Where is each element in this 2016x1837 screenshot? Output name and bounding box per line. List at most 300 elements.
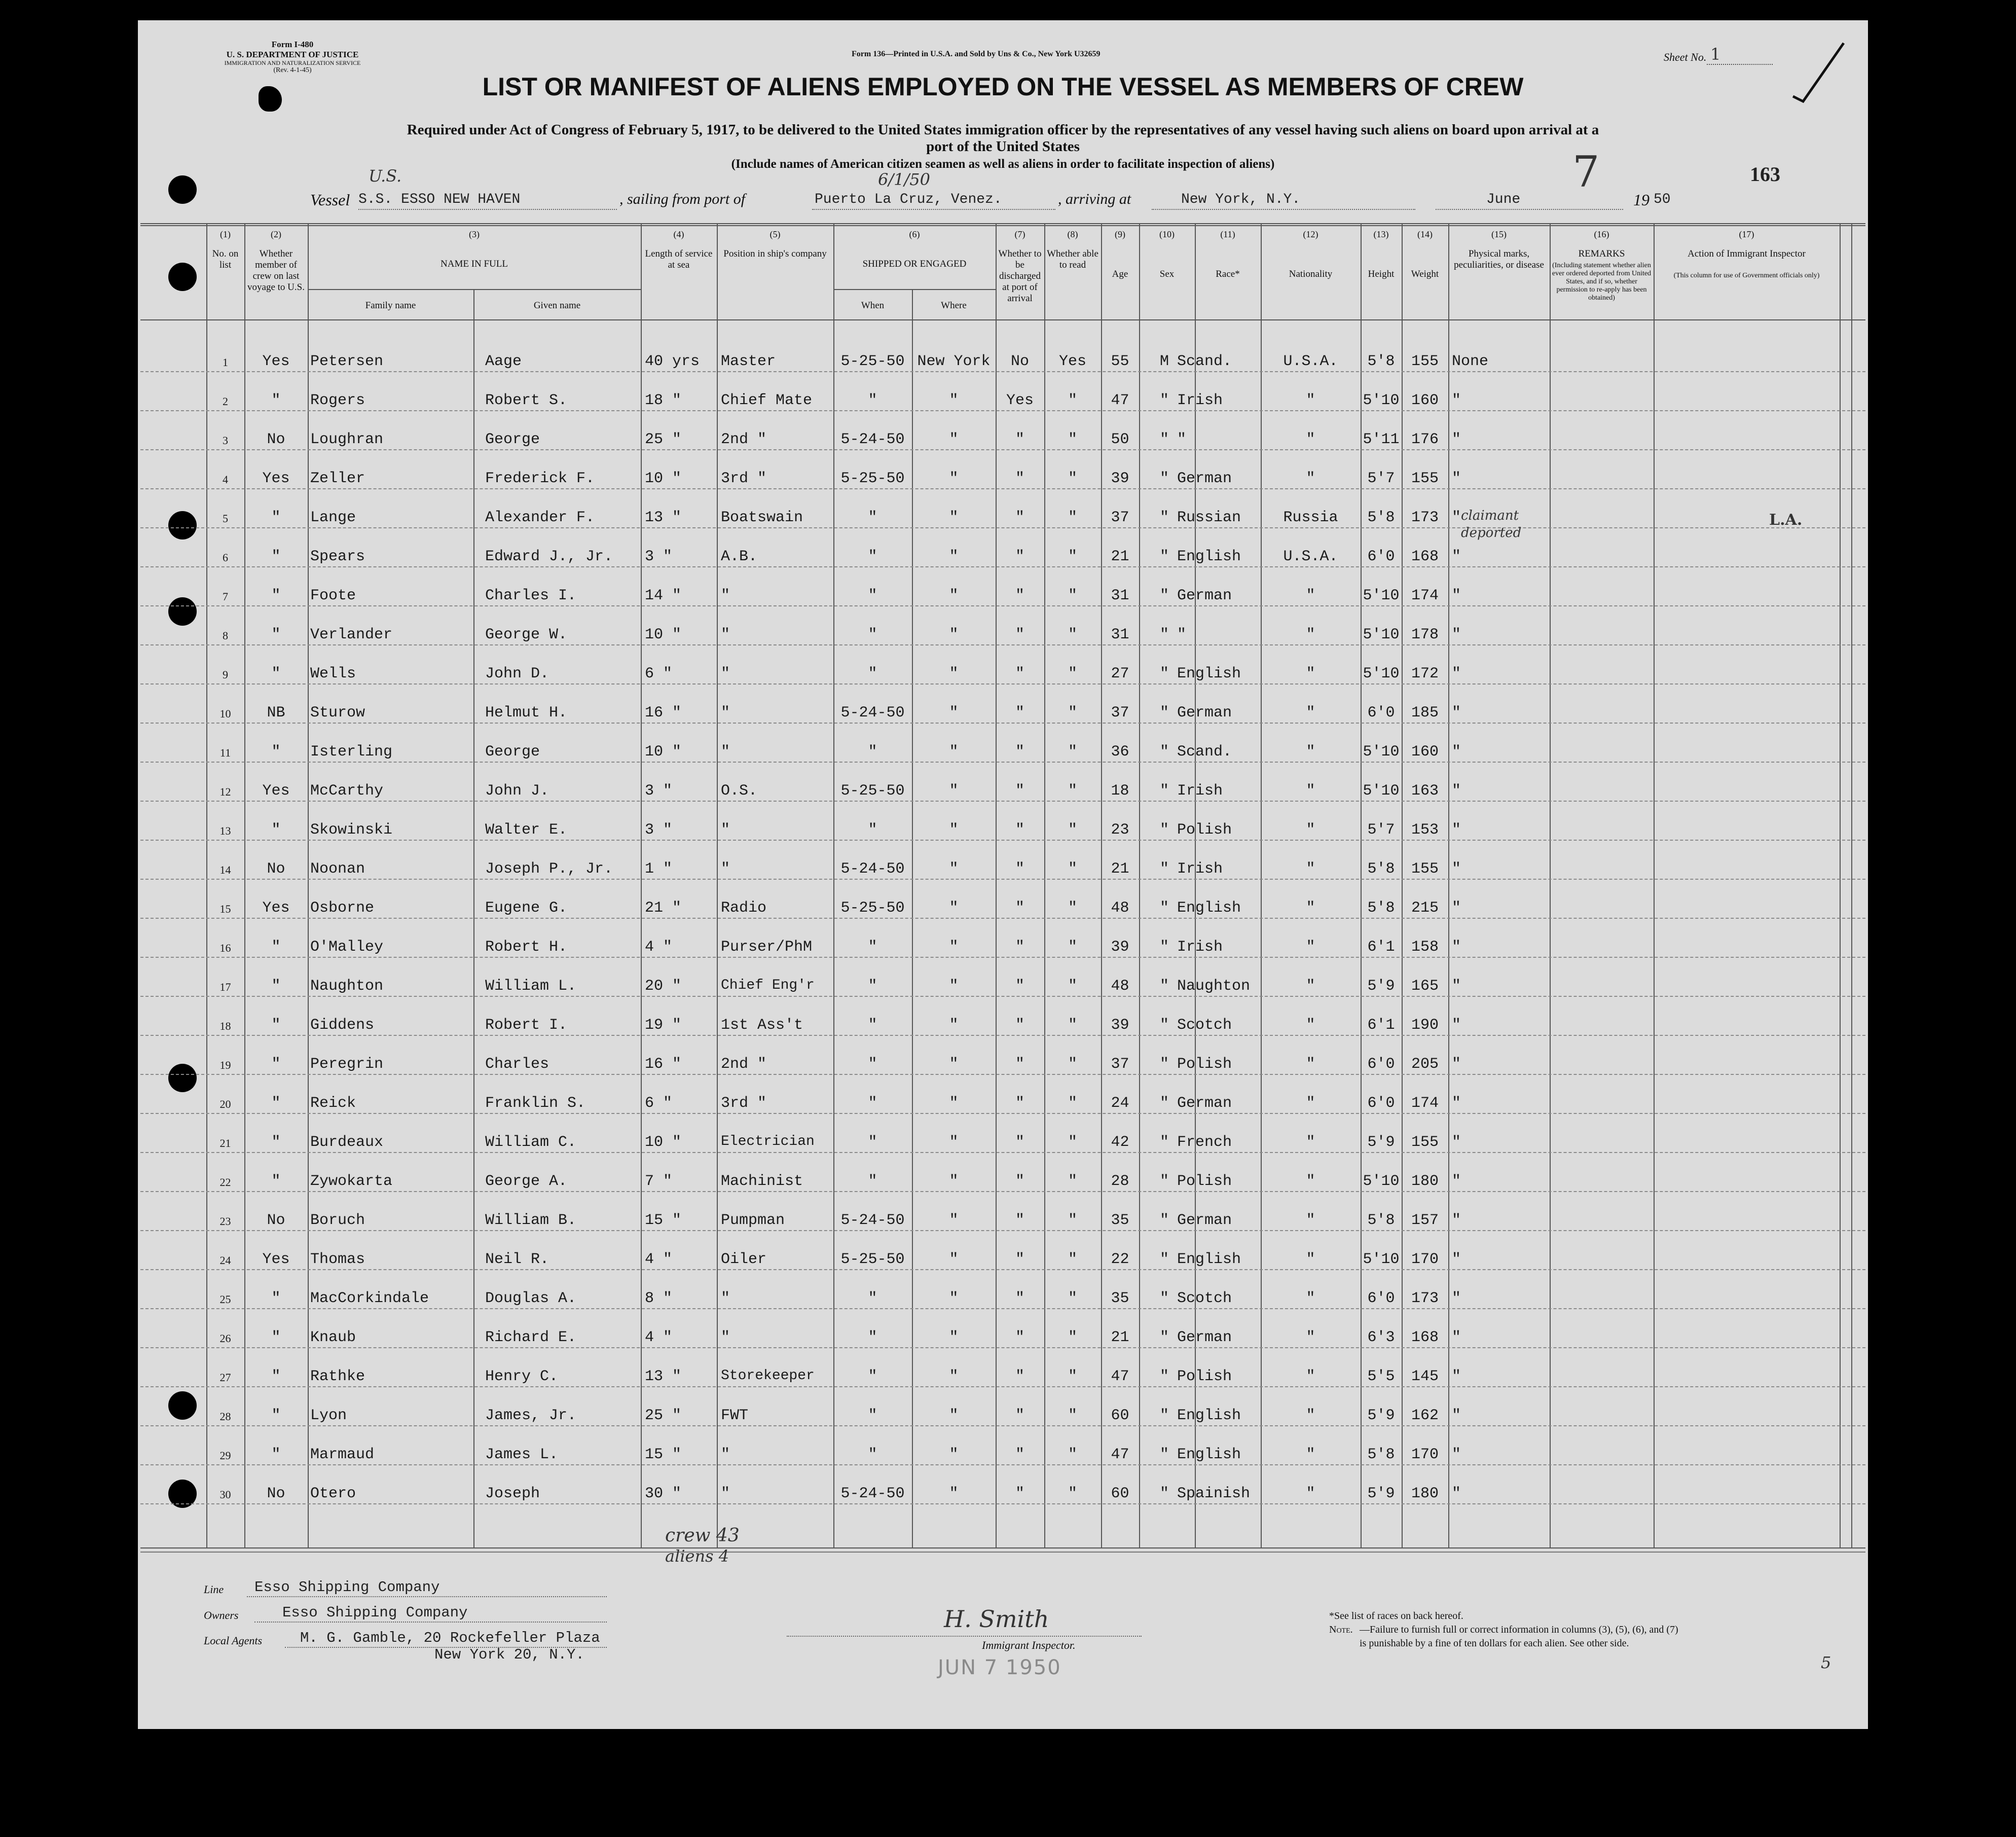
cell-family: McCarthy bbox=[310, 782, 384, 800]
column-rule bbox=[1448, 223, 1449, 1547]
cell-race: Irish bbox=[1177, 939, 1223, 956]
cell-sex: " bbox=[1159, 939, 1169, 956]
arrival-month: June bbox=[1486, 192, 1521, 207]
column-header-note: (Including statement whether alien ever ordered deported from United States, and if so, whether permission to re-apply has been obtained) bbox=[1552, 262, 1652, 302]
column-rule bbox=[1101, 223, 1102, 1547]
row-rule bbox=[140, 410, 1865, 411]
cell-nationality: " bbox=[1306, 1056, 1315, 1073]
row-rule bbox=[140, 527, 1865, 528]
cell-read: " bbox=[1068, 1485, 1077, 1502]
cell-position: 3rd " bbox=[721, 470, 767, 487]
cell-given: Henry C. bbox=[485, 1368, 559, 1385]
remark-claimant-deported: claimant deported bbox=[1461, 508, 1522, 541]
cell-where: " bbox=[949, 1212, 959, 1229]
table-top-rule bbox=[140, 225, 1865, 226]
cell-discharged: " bbox=[1015, 470, 1024, 487]
cell-nationality: " bbox=[1306, 1173, 1315, 1190]
column-header-label: Action of Immigrant Inspector bbox=[1688, 248, 1806, 259]
cell-no: 5 bbox=[223, 512, 228, 525]
cell-age: 36 bbox=[1111, 743, 1129, 761]
cell-given: Franklin S. bbox=[485, 1095, 586, 1112]
cell-sex: " bbox=[1159, 1368, 1169, 1385]
column-number: (16) bbox=[1594, 229, 1609, 239]
cell-weight: 158 bbox=[1411, 939, 1439, 956]
date-annotation: 6/1/50 bbox=[878, 170, 930, 189]
cell-sex: " bbox=[1159, 1485, 1169, 1502]
note-text-line2: is punishable by a fine of ten dollars for each alien. See other side. bbox=[1360, 1638, 1629, 1649]
cell-service: 18 " bbox=[645, 392, 682, 409]
cell-given: Aage bbox=[485, 353, 522, 370]
cell-member: " bbox=[271, 743, 281, 761]
cell-given: William B. bbox=[485, 1212, 577, 1229]
cell-sex: " bbox=[1159, 665, 1169, 682]
cell-position: " bbox=[721, 1485, 730, 1502]
cell-height: 6'0 bbox=[1367, 1095, 1395, 1112]
cell-race: English bbox=[1177, 899, 1241, 917]
column-header-label: REMARKS bbox=[1578, 248, 1625, 259]
cell-marks: " bbox=[1452, 509, 1461, 526]
column-rule bbox=[206, 223, 207, 1547]
cell-read: " bbox=[1068, 470, 1077, 487]
cell-discharged: " bbox=[1015, 1212, 1024, 1229]
cell-member: " bbox=[271, 821, 281, 839]
column-number: (9) bbox=[1115, 229, 1125, 239]
column-rule bbox=[1851, 223, 1852, 1547]
cell-service: 6 " bbox=[645, 665, 673, 682]
cell-height: 5'10 bbox=[1363, 1173, 1400, 1190]
column-header-label: Nationality bbox=[1289, 269, 1333, 279]
column-number: (12) bbox=[1303, 229, 1318, 239]
cell-read: " bbox=[1068, 1017, 1077, 1034]
cell-when: " bbox=[868, 1095, 877, 1112]
cell-age: 24 bbox=[1111, 1095, 1129, 1112]
column-number: (7) bbox=[1014, 229, 1025, 239]
cell-member: " bbox=[271, 1173, 281, 1190]
cell-weight: 180 bbox=[1411, 1173, 1439, 1190]
cell-height: 5'9 bbox=[1367, 1134, 1395, 1151]
cell-age: 37 bbox=[1111, 509, 1129, 526]
cell-family: Isterling bbox=[310, 743, 393, 761]
column-header-label: Weight bbox=[1411, 269, 1439, 279]
row-rule bbox=[140, 1503, 1865, 1504]
cell-read: " bbox=[1068, 665, 1077, 682]
cell-sex: " bbox=[1159, 548, 1169, 565]
cell-when: 5-25-50 bbox=[840, 353, 905, 370]
row-rule bbox=[140, 1386, 1865, 1387]
cell-marks: " bbox=[1452, 743, 1461, 761]
cell-nationality: " bbox=[1306, 1446, 1315, 1463]
cell-given: Robert S. bbox=[485, 392, 568, 409]
cell-nationality: " bbox=[1306, 470, 1315, 487]
cell-family: Zywokarta bbox=[310, 1173, 393, 1190]
cell-where: " bbox=[949, 626, 959, 643]
cell-discharged: " bbox=[1015, 548, 1024, 565]
column-header-label: NAME IN FULL bbox=[441, 259, 508, 269]
column-rule bbox=[1402, 223, 1403, 1547]
cell-sex: " bbox=[1159, 704, 1169, 722]
cell-age: 27 bbox=[1111, 665, 1129, 682]
cell-where: " bbox=[949, 821, 959, 839]
cell-race: Polish bbox=[1177, 821, 1232, 839]
cell-given: Frederick F. bbox=[485, 470, 595, 487]
column-header-label: Sex bbox=[1159, 269, 1175, 279]
cell-discharged: " bbox=[1015, 1134, 1024, 1151]
cell-member: No bbox=[267, 860, 285, 878]
cell-sex: " bbox=[1159, 626, 1169, 643]
cell-given: George A. bbox=[485, 1173, 568, 1190]
cell-when: " bbox=[868, 743, 877, 761]
cell-no: 9 bbox=[223, 668, 228, 681]
note-races: *See list of races on back hereof. bbox=[1329, 1610, 1463, 1622]
cell-given: John D. bbox=[485, 665, 549, 682]
cell-no: 14 bbox=[219, 863, 231, 876]
cell-age: 39 bbox=[1111, 470, 1129, 487]
cell-sex: " bbox=[1159, 470, 1169, 487]
cell-marks: " bbox=[1452, 821, 1461, 839]
cell-read: " bbox=[1068, 1290, 1077, 1307]
cell-weight: 155 bbox=[1411, 860, 1439, 878]
cell-age: 35 bbox=[1111, 1212, 1129, 1229]
cell-where: " bbox=[949, 470, 959, 487]
cell-weight: 176 bbox=[1411, 431, 1439, 448]
cell-age: 22 bbox=[1111, 1251, 1129, 1268]
cell-where: " bbox=[949, 1056, 959, 1073]
row-rule bbox=[140, 879, 1865, 880]
cell-position: " bbox=[721, 626, 730, 643]
cell-position: Radio bbox=[721, 899, 767, 917]
cell-service: 21 " bbox=[645, 899, 682, 917]
cell-service: 4 " bbox=[645, 939, 673, 956]
cell-nationality: " bbox=[1306, 1407, 1315, 1424]
cell-marks: " bbox=[1452, 1056, 1461, 1073]
cell-race: English bbox=[1177, 1446, 1241, 1463]
cell-weight: 174 bbox=[1411, 587, 1439, 604]
subtitle-note: (Include names of American citizen seamen as well as aliens in order to facilitate inspection of aliens) bbox=[731, 157, 1275, 171]
cell-sex: " bbox=[1159, 509, 1169, 526]
column-header-label: Age bbox=[1112, 269, 1128, 279]
cell-race: Scotch bbox=[1177, 1290, 1232, 1307]
cell-where: " bbox=[949, 392, 959, 409]
cell-age: 47 bbox=[1111, 1446, 1129, 1463]
cell-discharged: " bbox=[1015, 821, 1024, 839]
cell-no: 7 bbox=[223, 590, 228, 603]
column-rule bbox=[1044, 223, 1045, 1547]
cell-age: 23 bbox=[1111, 821, 1129, 839]
cell-discharged: " bbox=[1015, 1329, 1024, 1346]
cell-read: " bbox=[1068, 1056, 1077, 1073]
cell-weight: 173 bbox=[1411, 1290, 1439, 1307]
cell-service: 6 " bbox=[645, 1095, 673, 1112]
row-rule bbox=[140, 1308, 1865, 1309]
cell-read: " bbox=[1068, 392, 1077, 409]
row-rule bbox=[140, 605, 1865, 606]
cell-when: " bbox=[868, 587, 877, 604]
cell-no: 1 bbox=[223, 356, 228, 369]
cell-member: " bbox=[271, 1290, 281, 1307]
cell-read: " bbox=[1068, 1251, 1077, 1268]
cell-age: 21 bbox=[1111, 860, 1129, 878]
cell-when: 5-24-50 bbox=[840, 860, 905, 878]
cell-weight: 172 bbox=[1411, 665, 1439, 682]
cell-given: William C. bbox=[485, 1134, 577, 1151]
manifest-sheet bbox=[138, 20, 1868, 1729]
column-header-label: Height bbox=[1368, 269, 1395, 279]
cell-where: " bbox=[949, 978, 959, 995]
cell-where: " bbox=[949, 704, 959, 722]
cell-where: " bbox=[949, 665, 959, 682]
column-number: (10) bbox=[1159, 229, 1175, 239]
cell-when: " bbox=[868, 821, 877, 839]
cell-age: 47 bbox=[1111, 1368, 1129, 1385]
cell-race: English bbox=[1177, 548, 1241, 565]
cell-member: " bbox=[271, 1329, 281, 1346]
cell-race: German bbox=[1177, 1329, 1232, 1346]
row-rule bbox=[140, 723, 1865, 724]
cell-no: 4 bbox=[223, 473, 228, 486]
cell-position: FWT bbox=[721, 1407, 749, 1424]
cell-height: 5'8 bbox=[1367, 353, 1395, 370]
table-bottom-rule bbox=[140, 1552, 1865, 1553]
cell-family: Foote bbox=[310, 587, 356, 604]
column-rule bbox=[1840, 223, 1841, 1547]
cell-sex: " bbox=[1159, 860, 1169, 878]
cell-given: George W. bbox=[485, 626, 568, 643]
cell-family: Osborne bbox=[310, 899, 375, 917]
cell-nationality: " bbox=[1306, 978, 1315, 995]
cell-given: Richard E. bbox=[485, 1329, 577, 1346]
cell-read: " bbox=[1068, 626, 1077, 643]
cell-service: 16 " bbox=[645, 1056, 682, 1073]
cell-discharged: " bbox=[1015, 1290, 1024, 1307]
cell-race: Scand. bbox=[1177, 743, 1232, 761]
cell-discharged: " bbox=[1015, 1173, 1024, 1190]
cell-family: Loughran bbox=[310, 431, 384, 448]
sailing-label: , sailing from port of bbox=[619, 191, 746, 207]
cell-race: Naughton bbox=[1177, 978, 1251, 995]
sheet-number: 1 bbox=[1710, 45, 1721, 64]
cell-read: " bbox=[1068, 1095, 1077, 1112]
cell-height: 5'8 bbox=[1367, 860, 1395, 878]
cell-family: Peregrin bbox=[310, 1056, 384, 1073]
cell-member: Yes bbox=[262, 353, 290, 370]
cell-sex: " bbox=[1159, 1251, 1169, 1268]
cell-race: German bbox=[1177, 587, 1232, 604]
cell-nationality: " bbox=[1306, 1290, 1315, 1307]
cell-member: " bbox=[271, 1368, 281, 1385]
cell-given: John J. bbox=[485, 782, 549, 800]
cell-age: 21 bbox=[1111, 548, 1129, 565]
cell-family: Spears bbox=[310, 548, 365, 565]
cell-family: Lyon bbox=[310, 1407, 347, 1424]
cell-when: 5-24-50 bbox=[840, 1212, 905, 1229]
cell-service: 15 " bbox=[645, 1212, 682, 1229]
cell-weight: 170 bbox=[1411, 1251, 1439, 1268]
cell-nationality: " bbox=[1306, 1329, 1315, 1346]
cell-position: O.S. bbox=[721, 782, 758, 800]
cell-age: 48 bbox=[1111, 978, 1129, 995]
cell-nationality: " bbox=[1306, 743, 1315, 761]
column-subheader-label: Family name bbox=[365, 300, 416, 311]
cell-age: 31 bbox=[1111, 587, 1129, 604]
row-rule bbox=[140, 449, 1865, 450]
table-bottom-rule bbox=[140, 1547, 1865, 1548]
cell-service: 20 " bbox=[645, 978, 682, 995]
cell-read: " bbox=[1068, 704, 1077, 722]
cell-position: Machinist bbox=[721, 1173, 803, 1190]
cell-no: 8 bbox=[223, 629, 228, 642]
cell-where: " bbox=[949, 1095, 959, 1112]
cell-read: " bbox=[1068, 860, 1077, 878]
cell-family: Boruch bbox=[310, 1212, 365, 1229]
cell-marks: " bbox=[1452, 392, 1461, 409]
form-service: IMMIGRATION AND NATURALIZATION SERVICE bbox=[224, 59, 361, 66]
row-rule bbox=[140, 644, 1865, 645]
cell-race: Polish bbox=[1177, 1173, 1232, 1190]
cell-family: MacCorkindale bbox=[310, 1290, 429, 1307]
cell-position: 2nd " bbox=[721, 1056, 767, 1073]
cell-weight: 155 bbox=[1411, 1134, 1439, 1151]
column-header-label: No. on list bbox=[212, 248, 239, 270]
cell-position: Chief Eng'r bbox=[721, 978, 815, 993]
cell-when: 5-25-50 bbox=[840, 470, 905, 487]
cell-position: 1st Ass't bbox=[721, 1017, 803, 1034]
cell-discharged: " bbox=[1015, 1056, 1024, 1073]
cell-sex: " bbox=[1159, 821, 1169, 839]
cell-discharged: " bbox=[1015, 978, 1024, 995]
cell-discharged: No bbox=[1010, 353, 1029, 370]
column-number: (8) bbox=[1067, 229, 1078, 239]
column-subheader-label: When bbox=[861, 300, 885, 311]
cell-position: " bbox=[721, 1329, 730, 1346]
cell-weight: 168 bbox=[1411, 1329, 1439, 1346]
cell-height: 5'10 bbox=[1363, 587, 1400, 604]
row-rule bbox=[140, 918, 1865, 919]
line-label: Line bbox=[204, 1583, 224, 1596]
cell-marks: " bbox=[1452, 587, 1461, 604]
cell-nationality: " bbox=[1306, 1095, 1315, 1112]
cell-weight: 178 bbox=[1411, 626, 1439, 643]
cell-where: " bbox=[949, 1446, 959, 1463]
cell-race: German bbox=[1177, 1095, 1232, 1112]
cell-position: " bbox=[721, 665, 730, 682]
cell-no: 26 bbox=[219, 1332, 231, 1345]
cell-position: Pumpman bbox=[721, 1212, 785, 1229]
table-top-rule bbox=[140, 223, 1865, 224]
cell-sex: " bbox=[1159, 1407, 1169, 1424]
column-header-label: Race* bbox=[1216, 269, 1240, 279]
cell-no: 2 bbox=[223, 395, 228, 408]
cell-sex: " bbox=[1159, 743, 1169, 761]
cell-when: 5-25-50 bbox=[840, 782, 905, 800]
cell-sex: " bbox=[1159, 1017, 1169, 1034]
cell-weight: 155 bbox=[1411, 470, 1439, 487]
cell-when: 5-24-50 bbox=[840, 704, 905, 722]
cell-member: " bbox=[271, 1056, 281, 1073]
note-text-line1: —Failure to furnish full or correct information in columns (3), (5), (6), and (7) bbox=[1360, 1624, 1678, 1635]
year-prefix: 19 bbox=[1633, 191, 1650, 209]
cell-member: " bbox=[271, 939, 281, 956]
cell-family: Giddens bbox=[310, 1017, 375, 1034]
cell-family: Wells bbox=[310, 665, 356, 682]
cell-when: " bbox=[868, 1368, 877, 1385]
cell-when: " bbox=[868, 1056, 877, 1073]
cell-discharged: " bbox=[1015, 1017, 1024, 1034]
cell-age: 18 bbox=[1111, 782, 1129, 800]
cell-race: Polish bbox=[1177, 1056, 1232, 1073]
cell-marks: " bbox=[1452, 1095, 1461, 1112]
cell-sex: " bbox=[1159, 1056, 1169, 1073]
cell-service: 3 " bbox=[645, 782, 673, 800]
cell-marks: " bbox=[1452, 860, 1461, 878]
cell-family: Petersen bbox=[310, 353, 384, 370]
cell-member: " bbox=[271, 665, 281, 682]
cell-service: 7 " bbox=[645, 1173, 673, 1190]
column-number: (6) bbox=[909, 229, 920, 239]
vessel-annotation: U.S. bbox=[369, 166, 402, 186]
cell-nationality: " bbox=[1306, 821, 1315, 839]
cell-height: 5'7 bbox=[1367, 821, 1395, 839]
row-rule bbox=[140, 1035, 1865, 1036]
cell-when: " bbox=[868, 1017, 877, 1034]
column-rule bbox=[1139, 223, 1140, 1547]
cell-marks: " bbox=[1452, 939, 1461, 956]
cell-discharged: " bbox=[1015, 1485, 1024, 1502]
cell-nationality: " bbox=[1306, 1212, 1315, 1229]
cell-age: 37 bbox=[1111, 704, 1129, 722]
cell-given: George bbox=[485, 431, 540, 448]
cell-where: " bbox=[949, 431, 959, 448]
cell-sex: " bbox=[1159, 1290, 1169, 1307]
cell-height: 5'10 bbox=[1363, 743, 1400, 761]
row-rule bbox=[140, 996, 1865, 997]
agents-value-line1: M. G. Gamble, 20 Rockefeller Plaza bbox=[300, 1630, 600, 1646]
cell-when: " bbox=[868, 939, 877, 956]
cell-race: Scand. bbox=[1177, 353, 1232, 370]
cell-family: Otero bbox=[310, 1485, 356, 1502]
cell-where: " bbox=[949, 509, 959, 526]
cell-read: " bbox=[1068, 899, 1077, 917]
cell-sex: " bbox=[1159, 1329, 1169, 1346]
cell-read: " bbox=[1068, 1368, 1077, 1385]
cell-height: 6'1 bbox=[1367, 1017, 1395, 1034]
cell-service: 19 " bbox=[645, 1017, 682, 1034]
cell-position: Purser/PhM bbox=[721, 939, 813, 956]
cell-sex: " bbox=[1159, 1212, 1169, 1229]
cell-service: 25 " bbox=[645, 1407, 682, 1424]
cell-member: " bbox=[271, 626, 281, 643]
cell-discharged: " bbox=[1015, 1095, 1024, 1112]
cell-marks: " bbox=[1452, 1368, 1461, 1385]
cell-read: Yes bbox=[1058, 353, 1086, 370]
cell-when: " bbox=[868, 626, 877, 643]
cell-given: Joseph P., Jr. bbox=[485, 860, 613, 878]
cell-when: " bbox=[868, 1290, 877, 1307]
owners-value: Esso Shipping Company bbox=[282, 1604, 468, 1621]
inspector-action-la: L.A. bbox=[1769, 511, 1803, 529]
cell-given: George bbox=[485, 743, 540, 761]
cell-height: 6'0 bbox=[1367, 704, 1395, 722]
cell-marks: " bbox=[1452, 1407, 1461, 1424]
row-rule bbox=[140, 1152, 1865, 1153]
cell-where: New York bbox=[917, 353, 991, 370]
row-rule bbox=[140, 762, 1865, 763]
column-header-label: Physical marks, peculiarities, or disease bbox=[1454, 248, 1544, 270]
cell-nationality: " bbox=[1306, 1485, 1315, 1502]
cell-discharged: " bbox=[1015, 431, 1024, 448]
cell-marks: " bbox=[1452, 665, 1461, 682]
cell-member: No bbox=[267, 431, 285, 448]
owners-underline bbox=[254, 1622, 607, 1623]
